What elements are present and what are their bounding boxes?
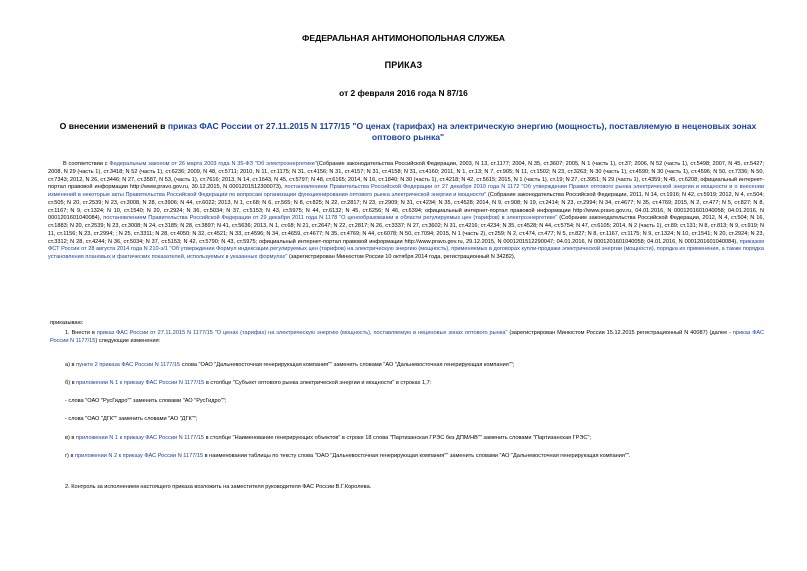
item-1-text-3: ) следующие изменения:: [95, 337, 161, 344]
item-1-text-2: (зарегистрирован Минюстом России 15.12.2015 регистрационный N 40087) (далее -: [507, 330, 733, 336]
item-a-text-2: слова "ОАО "Дальневосточная генерирующая компания"" заменить словами "АО "Дальневосточная генерирующая компания"";: [180, 362, 515, 368]
item-b-text-2: в столбце "Субъект оптового рынка электрической энергии и мощности" в строках 1,7:: [204, 380, 432, 386]
order-word: приказываю:: [50, 320, 84, 326]
preamble-text-1: В соответствии с: [63, 161, 110, 167]
document-title: [48, 121, 768, 143]
resolution-1172-link[interactable]: постановлением Правительства Российской Федерации от 27 декабря 2010 года N 1172 "Об утверждении Правил оптового рынка электрической энергии и мощности и о внесении изменений в некоторые акты Правительства Российской Федерации по вопросам организации функционирования оптового рынка электрической энергии и мощности": [48, 184, 764, 198]
fst-order-link[interactable]: приказом ФСТ России от 28 августа 2014 года N 210-э/1 "Об утверждении Формул индексации регулируемых цен (тарифов) на электрическую энергию (мощность), применяемых в договорах купли-продажи электрической энергии (мощности), порядка их применения, а также порядка установления плановых и фактических показателей, используемых в указанных формулах": [48, 238, 764, 260]
item-v-text-2: в столбце "Наименование генерирующих объектов" в строке 18 слова "Партизанская ГРЭС без ДПМ/НВ"" заменить словами "Партизанская ГРЭС";: [204, 435, 591, 441]
title-prefix: О внесении изменений в: [59, 121, 168, 131]
preamble-paragraph: [48, 161, 764, 262]
item-1-text-1: 1. Внести в: [65, 330, 97, 336]
item-1-order-link[interactable]: приказ ФАС России от 27.11.2015 N 1177/15 "О ценах (тарифах) на электрическую энергию (мощность), поставляемую в неценовых зонах оптового рынка": [96, 330, 508, 336]
preamble-text-4: (Собрание законодательства Российской Федерации, 2012, N 4, ст.504; N 16, ст.1883; N 20, ст.2539; N 23, ст.3008; N 24, ст.3185; N 28, ст.3897; N 41, ст.5636; 2013, N 1, ст.68; N 21, ст.2647; N 22, ст.2817; N 26, ст.3337; N 27, ст.3602; N 31, ст.4216; ст.4234; N 35, ст.4528; N 44, ст.5754; N 47, ст.6105; 2014, N 2 (часть 1), ст.89; ст.131; N 8, ст.813; N 9, ст.919; N 11, ст.1156; N 23, ст.2994; ; N 25, ст.3311; N 28, ст.4050; N 32, ст.4521; N 33, ст.4596; N 34, ст.4659, ст.4677; N 35, ст.4769; N 44, ст.6078; N 50, ст.7094; 2015, N 1 (часть 2), ст.259; N 2, ст.474, ст.477; N 5, ст.827; N 8, ст.1167, ст.1175; N 9, ст.1324; N 10, ст.1541; N 20, ст.2924; N 23, ст.3312; N 28, ст.4244; N 36, ст.5034; N 37, ст.5153; N 42, ст.5790; N 43, ст.5975; официальный интернет-портал правовой информации http://www.pravo.gov.ru, 29.12.2015, N 0001201512290047; 04.01.2016, N 0001201601040058; 04.01.2016, N 0001201601040084),: [48, 215, 765, 245]
date-number-heading: от 2 февраля 2016 года N 87/16: [339, 88, 468, 98]
item-v-link[interactable]: приложении N 1 к приказу ФАС России N 1177/15: [75, 435, 205, 441]
item-v-text-1: в) в: [65, 435, 76, 441]
preamble-text-2: (Собрание законодательства Российской Федерации, 2003, N 13, ст.1177; 2004, N 35, ст.3607; 2005, N 1 (часть 1), ст.37; 2006, N 52 (часть 1), ст.5498; 2007, N 45, ст.5427; 2008, N 29 (часть 1), ст.3418; N 52 (часть 1), ст.6236; 2009, N 48, ст.5711; 2010, N 11, ст.1175; N 31, ст.4156; N 31, ст.4157; N 31, ст.4158; N 31, ст.4160; 2011, N 1, ст.13; N 7, ст.905; N 11, ст.1502; N 23, ст.3263; N 30 (часть 1), ст.4590; N 30 (часть 1), ст.4596; N 50, ст.7336; N 50, ст.7343; 2012, N 26, ст.3446; N 27, ст.3587, N 53, (часть 1), ст.7616; 2013, N 14, ст.1643, N 45, ст.5797; N 48, ст.6165; 2014, N 16, ст.1840; N 30 (часть 1), ст.4218; N 42, ст.5615; 2015, N 1 (часть 1), ст.19; N 27, ст.3951; N 29 (часть 1), ст.4359; N 45, ст.6208; официальный интернет-портал правовой информации http://www.pravo.gov.ru, 30.12.2015, N 0001201512300073),: [48, 161, 765, 191]
item-2: 2. Контроль за исполнением настоящего приказа возложить на заместителя руководителя ФАС России В.Г.Королева.: [65, 484, 372, 490]
title-order-link[interactable]: приказ ФАС России от 27.11.2015 N 1177/15 "О ценах (тарифах) на электрическую энергию (мощность), поставляемую в неценовых зонах оптового рынка": [167, 121, 757, 142]
item-b-text-1: б) в: [65, 380, 77, 386]
agency-heading: ФЕДЕРАЛЬНАЯ АНТИМОНОПОЛЬНАЯ СЛУЖБА: [302, 33, 505, 43]
doc-type-heading: ПРИКАЗ: [384, 60, 423, 70]
item-b-link[interactable]: приложении N 1 к приказу ФАС России N 1177/15: [76, 380, 205, 386]
federal-law-link[interactable]: Федеральным законом от 26 марта 2003 года N 35-ФЗ "Об электроэнергетике": [109, 161, 317, 167]
item-g-text-1: г) в: [65, 453, 75, 459]
item-b: [50, 380, 764, 388]
preamble-text-3: (Собрание законодательства Российской Федерации, 2011, N 14, ст.1916; N 42, ст.5919; 2012, N 4, ст.504; ст.505; N 20, ст.2539; N 23, ст.3008, N 28, ст.3906; N 44, ст.6022; 2013, N 1, ст.68; N 6, ст.565; N 8, ст.825; N 22, ст.2817; N 23, ст.2909; N 31, ст.4234; N 35, ст.4528; 2014, N 9, ст.908; N 19, ст.2414; N 23, ст.2994; N 34, ст.4677; N 35, ст.4769; 2015, N 2, ст.477; N 5, ст.827; N 8, ст.1167; N 9, ст.1324; N 10, ст.1540; N 20, ст.2924; N 36, ст.5034; N 37, ст.5153; N 43, ст.5975; N 44, ст.6132; N 45, ст.6256; N 46, ст.6394; официальный интернет-портал правовой информации http://www.pravo.gov.ru, 04.01.2016, N 0001201601040058; 04.01.2016, N 0001201601040084),: [48, 192, 764, 222]
item-b-sub-1: - слова "ОАО "РусГидро"" заменить словами "АО "РусГидро"";: [65, 398, 227, 404]
item-a-text-1: а) в: [65, 362, 77, 368]
item-b-sub-2: - слова "ОАО "ДГК"" заменить словами "АО "ДГК"";: [65, 416, 198, 422]
preamble-text-5: (зарегистрирован Минюстом России 10 октября 2014 года, регистрационный N 34282),: [287, 254, 516, 260]
item-g-text-2: в наименовании таблицы по тексту слова "ОАО "Дальневосточная генерирующая компания"" заменить словами "АО "Дальневосточная генерирующая компания"".: [203, 453, 631, 459]
item-a-link[interactable]: пункте 2 приказа ФАС России N 1177/15: [76, 362, 181, 368]
item-v: [50, 435, 764, 443]
item-1-short-link[interactable]: приказ ФАС России N 1177/15: [50, 330, 764, 344]
item-a: [50, 362, 764, 370]
item-1: [50, 330, 764, 346]
resolution-1178-link[interactable]: постановлением Правительства Российской Федерации от 29 декабря 2011 года N 1178 "О ценообразовании в области регулируемых цен (тарифов) в электроэнергетике": [103, 215, 558, 222]
item-g-link[interactable]: приложении N 2 к приказу ФАС России N 1177/15: [74, 453, 204, 459]
item-g: [50, 453, 764, 461]
